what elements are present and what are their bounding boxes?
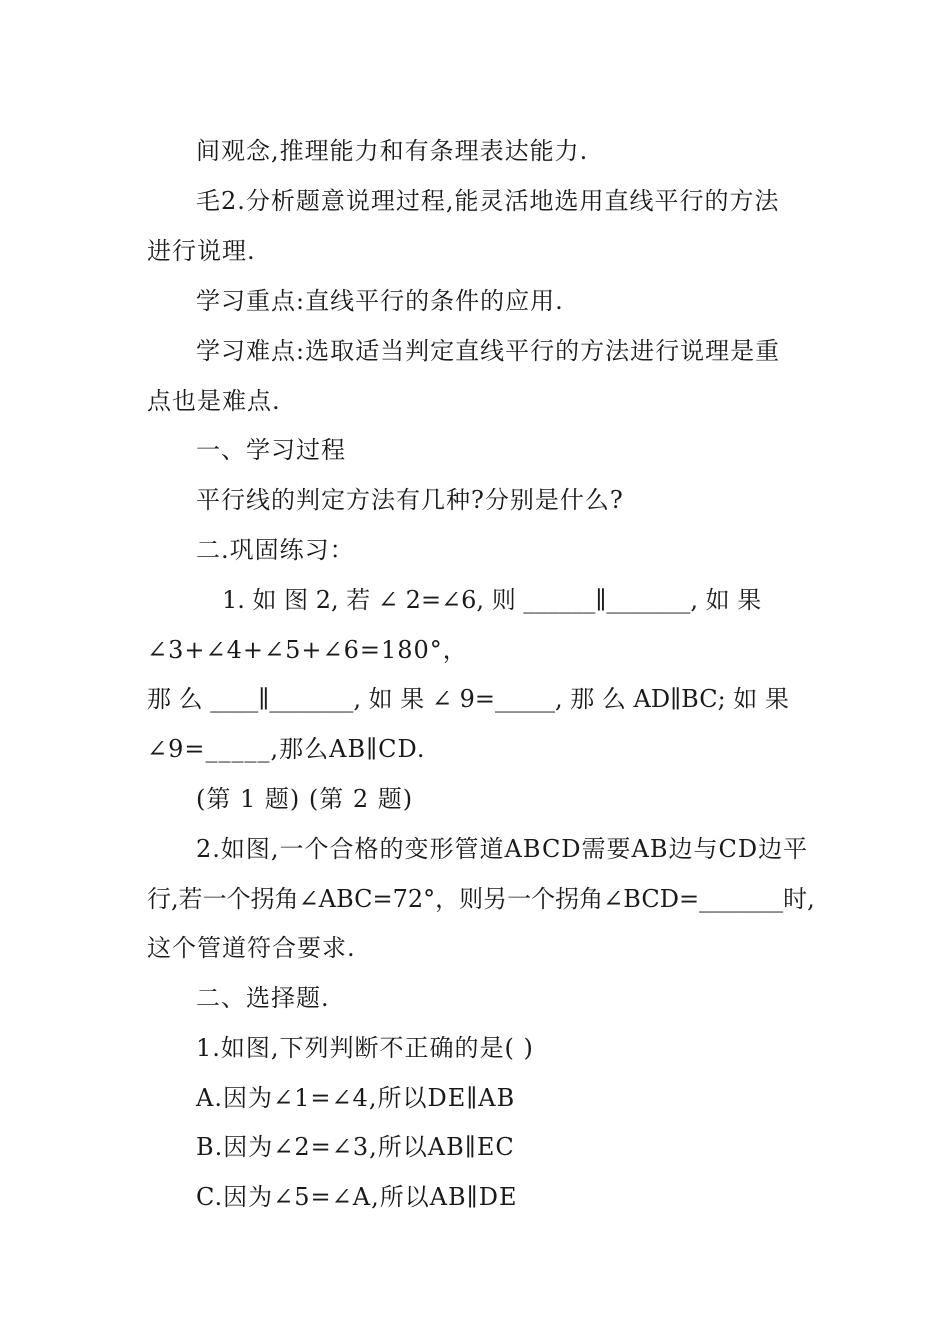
exercise-line: 行,若一个拐角∠ABC=72°，则另一个拐角∠BCD=_______时, bbox=[147, 885, 815, 913]
section-heading: 一、学习过程 bbox=[196, 436, 346, 464]
exercise-line: 2.如图,一个合格的变形管道ABCD需要AB边与CD边平 bbox=[196, 835, 809, 863]
exercise-line: ∠3+∠4+∠5+∠6=180°， bbox=[147, 636, 468, 664]
text-line: 学习难点:选取适当判定直线平行的方法进行说理是重 bbox=[196, 337, 781, 365]
exercise-line: ∠9=_____,那么AB∥CD. bbox=[147, 735, 426, 763]
section-heading: 二、选择题. bbox=[196, 984, 330, 1012]
exercise-line: 1. 如 图 2, 若 ∠ 2=∠6, 则 ______∥_______, 如 果 bbox=[222, 586, 762, 614]
text-line: 学习重点:直线平行的条件的应用. bbox=[196, 287, 564, 315]
text-line: 平行线的判定方法有几种?分别是什么? bbox=[196, 486, 624, 514]
question-line: 1.如图,下列判断不正确的是( ) bbox=[196, 1034, 534, 1062]
text-line: 毛2.分析题意说理过程,能灵活地选用直线平行的方法 bbox=[196, 187, 780, 215]
option-b: B.因为∠2=∠3,所以AB∥EC bbox=[196, 1133, 515, 1161]
option-c: C.因为∠5=∠A,所以AB∥DE bbox=[196, 1183, 518, 1211]
text-line: 间观念,推理能力和有条理表达能力. bbox=[196, 137, 589, 165]
exercise-line: 这个管道符合要求. bbox=[147, 934, 356, 962]
text-line: 进行说理. bbox=[147, 237, 256, 265]
figure-caption: (第 1 题) (第 2 题) bbox=[196, 785, 414, 813]
section-heading: 二.巩固练习： bbox=[196, 536, 355, 564]
exercise-line: 那 么 ____∥_______, 如 果 ∠ 9=_____, 那 么 AD∥BC; 如 果 bbox=[147, 685, 789, 713]
text-line: 点也是难点. bbox=[147, 387, 281, 415]
option-a: A.因为∠1=∠4,所以DE∥AB bbox=[196, 1084, 516, 1112]
